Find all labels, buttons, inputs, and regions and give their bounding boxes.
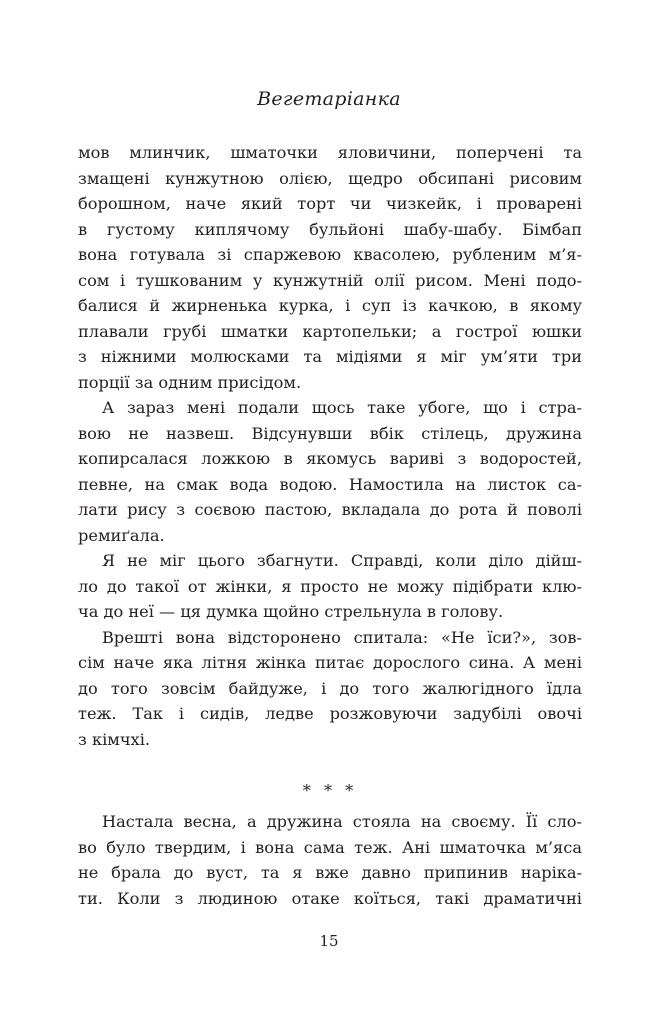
text-line: Настала весна, а дружина стояла на своєму. Її сло-: [102, 812, 582, 831]
text-line: з ніжними молюсками та мідіями я міг ум’яти три: [78, 347, 582, 366]
text-line: вою не назвеш. Відсунувши вбік стілець, дружина: [78, 423, 582, 443]
body-text: [78, 140, 582, 911]
text-line: ти. Коли з людиною отаке коїться, такі драматичні: [78, 888, 582, 908]
text-line: лати рису з соєвою пастою, вкладала до рота й поволі: [78, 500, 582, 519]
text-line: ремиґала.: [78, 525, 165, 545]
text-line: плавали грубі шматки картопельки; а гострої юшки: [78, 321, 582, 341]
text-line: порції за одним присідом.: [78, 372, 302, 392]
text-line: копирсалася ложкою в якомусь вариві з водоростей,: [78, 449, 582, 468]
text-line: з кімчхі.: [78, 729, 151, 749]
text-line: мов млинчик, шматочки яловичини, поперчені та: [78, 143, 582, 162]
text-line: змащені кунжутною олією, щедро обсипані рисовим: [78, 168, 582, 188]
running-head: Вегетаріанка: [257, 88, 401, 110]
text-line: до того зовсім байдуже, і до того жалюгідного їдла: [78, 678, 582, 698]
page-number: 15: [319, 932, 339, 950]
text-line: в густому киплячому бульйоні шабу-шабу. Бімбап: [78, 219, 582, 239]
paragraph-3: [78, 548, 582, 625]
text-line: во було твердим, і вона сама теж. Ані шматочка м’яса: [78, 837, 582, 857]
text-line: не брала до вуст, та я вже давно припинив наріка-: [78, 863, 582, 882]
text-line: сом і тушкованим у кунжутній олії рисом. Мені подо-: [78, 270, 582, 290]
paragraph-2: [78, 395, 582, 548]
text-line: Врешті вона відсторонено спитала: «Не їси?», зов-: [102, 627, 582, 647]
text-line: борошном, наче який торт чи чизкейк, і проварені: [78, 194, 582, 213]
text-line: ча до неї — ця думка щойно стрельнула в голову.: [78, 602, 504, 621]
section-separator: * * *: [302, 780, 358, 800]
text-line: певне, на смак вода водою. Намостила на листок са-: [78, 474, 582, 494]
text-line: балися й жирненька курка, і суп із качкою, в якому: [78, 296, 582, 315]
text-line: Я не міг цього збагнути. Справді, коли діло дійш-: [102, 551, 582, 570]
text-line: А зараз мені подали щось таке убоге, що і стра-: [102, 398, 582, 417]
text-line: теж. Так і сидів, ледве розжовуючи задубілі овочі: [78, 704, 582, 723]
paragraph-5: [78, 809, 582, 911]
text-line: вона готувала зі спаржевою квасолею, рубленим м’я-: [78, 245, 582, 264]
text-line: сім наче яка літня жінка питає дорослого сина. А мені: [78, 653, 582, 672]
paragraph-1: [78, 140, 582, 395]
text-line: ло до такої от жінки, я просто не можу підібрати клю-: [78, 576, 582, 596]
paragraph-4: [78, 625, 582, 753]
